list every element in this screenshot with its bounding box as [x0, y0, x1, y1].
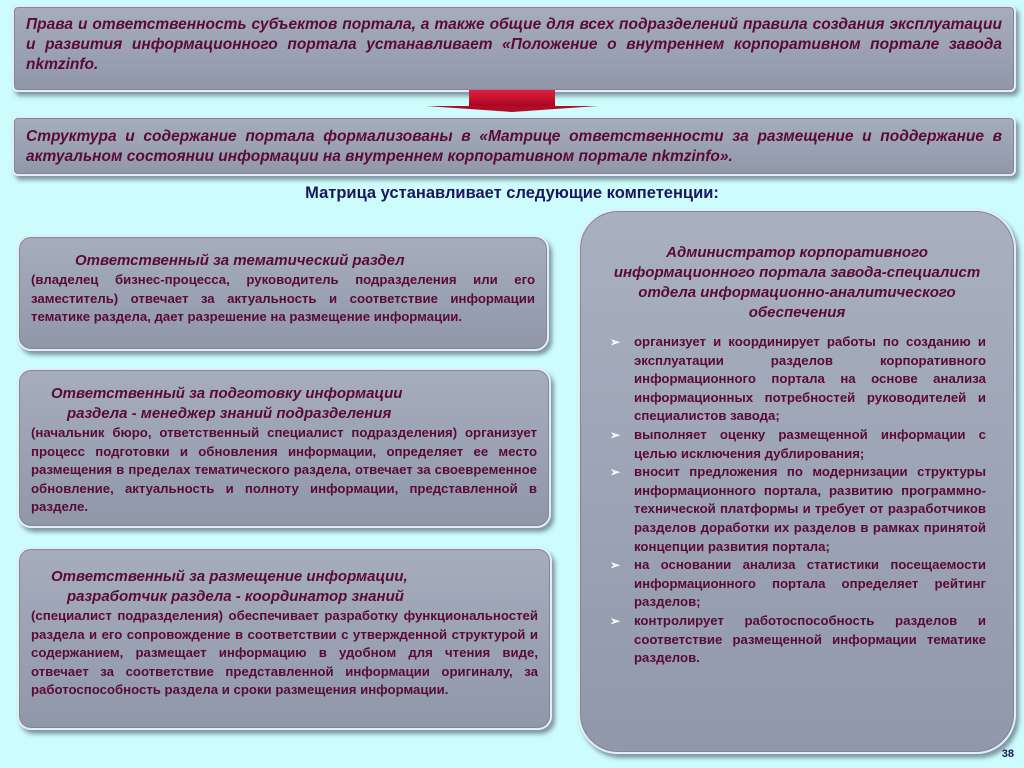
page-number: 38 — [1001, 748, 1014, 760]
card-title: Ответственный за размещение информации, — [51, 568, 408, 585]
card-thematic-owner — [17, 235, 549, 351]
intro-box-matrix — [12, 116, 1016, 176]
arrow-bullet-icon: ➢ — [610, 613, 621, 628]
intro-text-regulation: Права и ответственность субъектов портала, а также общие для всех подразделений правила создания эксплуатации и развития информационного портала устанавливает «Положение о внутреннем корпоративном портале завода nkmzinfo. — [26, 16, 1002, 73]
list-item: ➢ на основании анализа статистики посещаемости информационного портала определяет рейтинг разделов; — [610, 557, 986, 610]
list-item: ➢ вносит предложения по модернизации структуры информационного портала, развитию программно-технической платформы и требует от разработчиков разделов доработки их разделов в рамках принятой концепции развития портала; — [610, 464, 986, 554]
list-item: ➢ выполняет оценку размещенной информации с целью исключения дублирования; — [610, 426, 986, 461]
card-subtitle: разработчик раздела - координатор знаний — [67, 588, 404, 605]
arrow-bullet-icon: ➢ — [610, 427, 621, 442]
card-body: (специалист подразделения) обеспечивает разработку функциональностей раздела и его сопровождение в соответствии с утвержденной структурой и содержанием, размещает информацию в удобном для чтения виде, отвечает за соответствие представленной информации оригиналу, за работоспособность раздела и сроки размещения информации. — [31, 608, 538, 697]
card-title: Ответственный за тематический раздел — [75, 252, 405, 269]
admin-duties-list — [608, 333, 986, 668]
arrow-bullet-icon: ➢ — [610, 558, 621, 573]
intro-box-regulation — [12, 5, 1016, 92]
admin-title: Администратор корпоративного информационного портала завода-специалист отдела информационно-аналитического обеспечения — [613, 244, 981, 321]
arrow-bullet-icon: ➢ — [610, 465, 621, 480]
arrow-bullet-icon: ➢ — [610, 335, 621, 349]
card-knowledge-manager — [17, 368, 551, 528]
list-item: ➢ организует и координирует работы по созданию и эксплуатации разделов корпоративного информационного портала на основе анализа информационных потребностей руководителей и специалистов завода; — [610, 334, 986, 424]
intro-text-matrix: Структура и содержание портала формализованы в «Матрице ответственности за размещение и поддержание в актуальном состоянии информации на внутреннем корпоративном портале nkmzinfo». — [26, 128, 1002, 165]
section-heading: Матрица устанавливает следующие компетенции: — [305, 184, 719, 202]
card-portal-admin — [578, 209, 1016, 754]
card-body: (владелец бизнес-процесса, руководитель подразделения или его заместитель) отвечает за актуальность и соответствие информации тематике раздела, дает разрешение на размещение информации. — [31, 272, 535, 324]
card-subtitle: раздела - менеджер знаний подразделения — [67, 405, 392, 422]
card-title: Ответственный за подготовку информации — [51, 385, 403, 402]
card-body: (начальник бюро, ответственный специалист подразделения) организует процесс подготовки и обновления информации, определяет ее место размещения в пределах тематического раздела, отвечает за своевременное обновление, актуальность и полноту информации, представленной в разделе. — [31, 425, 537, 514]
list-item: ➢ контролирует работоспособность разделов и соответствие размещенной информации тематике разделов. — [610, 612, 986, 666]
down-arrow-icon — [469, 90, 555, 106]
card-knowledge-coordinator — [17, 547, 552, 730]
down-arrow-head-icon — [426, 106, 598, 112]
